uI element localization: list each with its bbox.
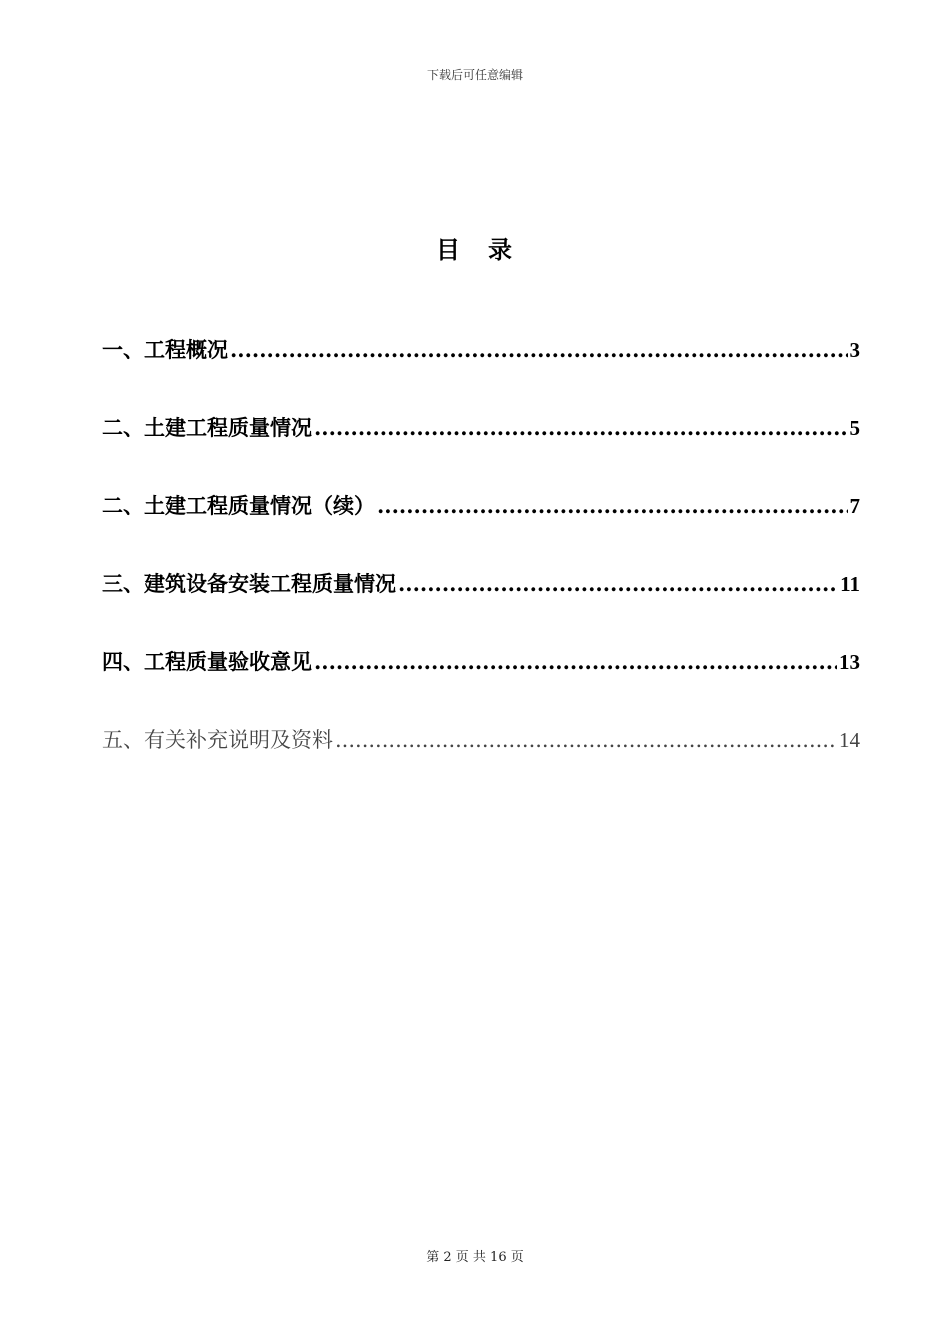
toc-entry-5[interactable]: [102, 646, 860, 724]
toc-entry-label: 四、工程质量验收意见: [102, 649, 312, 674]
toc-entry-label: 一、工程概况: [102, 337, 228, 362]
toc-leader: [314, 415, 848, 440]
toc-entry-4[interactable]: [102, 568, 860, 646]
toc-entry-label: 三、建筑设备安装工程质量情况: [102, 571, 396, 596]
toc-entry-page: 5: [849, 416, 860, 440]
toc-entry-page: 14: [839, 728, 860, 752]
toc-title-part2: 录: [488, 235, 514, 264]
toc-entry-page: 3: [849, 338, 860, 362]
toc-leader: [314, 649, 837, 674]
toc-list: [102, 334, 860, 802]
toc-leader: [377, 493, 848, 518]
toc-entry-label: 二、土建工程质量情况: [102, 415, 312, 440]
toc-entry-label: 二、土建工程质量情况（续）: [102, 493, 375, 518]
toc-leader: [230, 337, 848, 362]
header-note: 下载后可任意编辑: [426, 68, 523, 82]
toc-entry-1[interactable]: [102, 334, 860, 412]
toc-entry-page: 11: [840, 572, 860, 596]
page-footer: 第 2 页 共 16 页: [426, 1250, 524, 1265]
toc-entry-6[interactable]: [102, 724, 860, 802]
toc-leader: [335, 728, 837, 752]
toc-entry-page: 13: [839, 650, 860, 674]
toc-entry-2[interactable]: [102, 412, 860, 490]
toc-leader: [398, 571, 838, 596]
toc-title-part1: 目: [436, 235, 462, 264]
toc-title: [0, 230, 950, 265]
toc-entry-3[interactable]: [102, 490, 860, 568]
toc-entry-page: 7: [849, 494, 860, 518]
toc-entry-label: 五、有关补充说明及资料: [102, 728, 333, 752]
